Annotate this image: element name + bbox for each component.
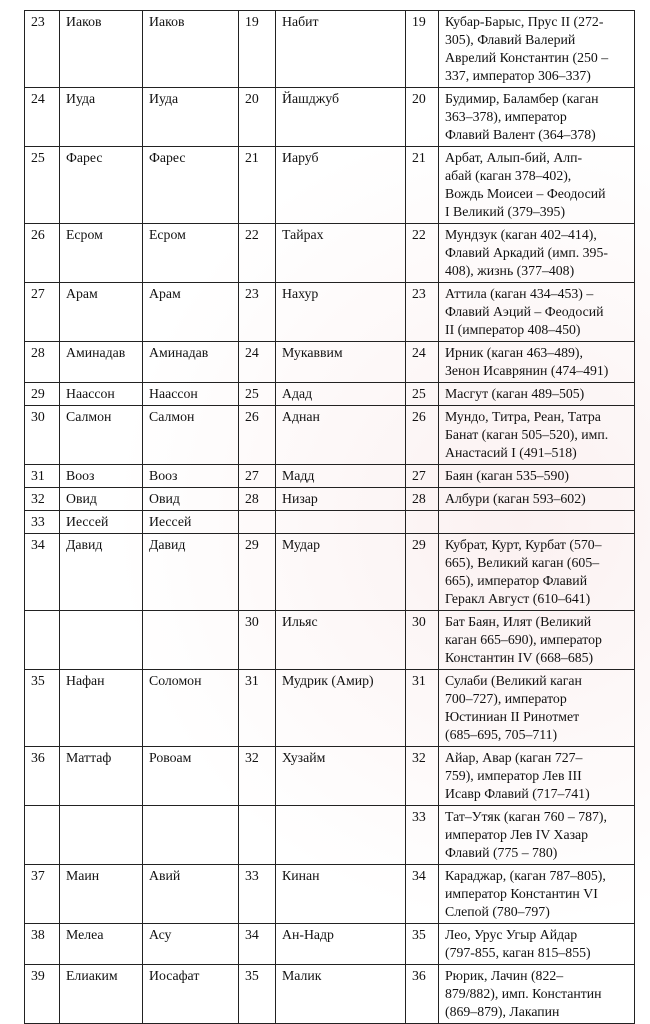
table-row [25, 11, 635, 88]
name-cell: Вооз [60, 465, 143, 488]
index-cell: 33 [25, 511, 60, 534]
index-cell: 32 [239, 747, 276, 806]
index-cell: 34 [406, 865, 439, 924]
index-cell: 32 [25, 488, 60, 511]
index-cell: 20 [239, 88, 276, 147]
ruler-cell: Тат–Утяк (каган 760 – 787), император Лев IV Хазар Флавий (775 – 780) [439, 806, 635, 865]
name-cell: Йашджуб [276, 88, 406, 147]
name-cell: Ровоам [143, 747, 239, 806]
index-cell: 34 [239, 924, 276, 965]
name-cell: Наассон [143, 383, 239, 406]
table-row [25, 511, 635, 534]
ruler-cell: Мундо, Титра, Реан, Татра Банат (каган 505–520), имп. Анастасий I (491–518) [439, 406, 635, 465]
name-cell [60, 806, 143, 865]
name-cell: Овид [143, 488, 239, 511]
name-cell: Аминадав [60, 342, 143, 383]
index-cell: 26 [239, 406, 276, 465]
ruler-cell: Бат Баян, Илят (Великий каган 665–690), император Константин IV (668–685) [439, 611, 635, 670]
name-cell: Арам [143, 283, 239, 342]
name-cell: Иаков [60, 11, 143, 88]
name-cell: Фарес [60, 147, 143, 224]
index-cell: 30 [25, 406, 60, 465]
index-cell: 36 [406, 965, 439, 1024]
index-cell: 28 [406, 488, 439, 511]
name-cell: Иаруб [276, 147, 406, 224]
name-cell: Авий [143, 865, 239, 924]
name-cell: Мудар [276, 534, 406, 611]
name-cell: Иуда [60, 88, 143, 147]
name-cell: Фарес [143, 147, 239, 224]
index-cell: 29 [25, 383, 60, 406]
index-cell: 19 [406, 11, 439, 88]
index-cell: 24 [25, 88, 60, 147]
name-cell: Давид [143, 534, 239, 611]
name-cell: Давид [60, 534, 143, 611]
name-cell [276, 511, 406, 534]
index-cell: 31 [406, 670, 439, 747]
name-cell: Нафан [60, 670, 143, 747]
name-cell: Салмон [60, 406, 143, 465]
table-row [25, 147, 635, 224]
table-row [25, 806, 635, 865]
name-cell [60, 611, 143, 670]
index-cell: 23 [239, 283, 276, 342]
index-cell: 24 [239, 342, 276, 383]
index-cell: 27 [406, 465, 439, 488]
index-cell: 35 [406, 924, 439, 965]
index-cell [25, 806, 60, 865]
index-cell: 23 [25, 11, 60, 88]
table-row [25, 224, 635, 283]
index-cell: 26 [406, 406, 439, 465]
name-cell: Есром [60, 224, 143, 283]
table-row [25, 383, 635, 406]
index-cell: 27 [239, 465, 276, 488]
name-cell [276, 806, 406, 865]
index-cell: 39 [25, 965, 60, 1024]
name-cell: Аднан [276, 406, 406, 465]
ruler-cell: Арбат, Алып-бий, Алп- абай (каган 378–402), Вождь Моисеи – Феодосий I Великий (379–395) [439, 147, 635, 224]
table-row [25, 88, 635, 147]
name-cell: Арам [60, 283, 143, 342]
name-cell: Адад [276, 383, 406, 406]
table-row [25, 465, 635, 488]
name-cell: Иосафат [143, 965, 239, 1024]
index-cell: 20 [406, 88, 439, 147]
index-cell [25, 611, 60, 670]
index-cell: 25 [25, 147, 60, 224]
name-cell [143, 611, 239, 670]
index-cell: 28 [25, 342, 60, 383]
ruler-cell: Аттила (каган 434–453) – Флавий Аэций – Феодосий II (император 408–450) [439, 283, 635, 342]
index-cell: 30 [239, 611, 276, 670]
index-cell: 31 [25, 465, 60, 488]
name-cell: Вооз [143, 465, 239, 488]
table-row [25, 488, 635, 511]
ruler-cell: Кубар-Барыс, Прус II (272- 305), Флавий Валерий Аврелий Константин (250 – 337, император 306–337) [439, 11, 635, 88]
table-row [25, 406, 635, 465]
ruler-cell: Баян (каган 535–590) [439, 465, 635, 488]
table-body [25, 11, 635, 1024]
index-cell: 26 [25, 224, 60, 283]
index-cell: 34 [25, 534, 60, 611]
index-cell: 32 [406, 747, 439, 806]
ruler-cell: Албури (каган 593–602) [439, 488, 635, 511]
table-row [25, 924, 635, 965]
index-cell: 37 [25, 865, 60, 924]
name-cell: Мелеа [60, 924, 143, 965]
ruler-cell: Мундзук (каган 402–414), Флавий Аркадий (имп. 395- 408), жизнь (377–408) [439, 224, 635, 283]
index-cell: 29 [406, 534, 439, 611]
name-cell: Мадд [276, 465, 406, 488]
name-cell: Есром [143, 224, 239, 283]
ruler-cell: Будимир, Баламбер (каган 363–378), император Флавий Валент (364–378) [439, 88, 635, 147]
index-cell: 27 [25, 283, 60, 342]
index-cell: 28 [239, 488, 276, 511]
index-cell: 19 [239, 11, 276, 88]
name-cell: Нахур [276, 283, 406, 342]
table-row [25, 965, 635, 1024]
name-cell: Салмон [143, 406, 239, 465]
ruler-cell: Сулаби (Великий каган 700–727), император Юстиниан II Ринотмет (685–695, 705–711) [439, 670, 635, 747]
index-cell: 21 [239, 147, 276, 224]
name-cell [143, 806, 239, 865]
name-cell: Наассон [60, 383, 143, 406]
genealogy-table [24, 10, 635, 1024]
ruler-cell [439, 511, 635, 534]
name-cell: Мукаввим [276, 342, 406, 383]
name-cell: Тайрах [276, 224, 406, 283]
index-cell: 33 [406, 806, 439, 865]
index-cell: 21 [406, 147, 439, 224]
index-cell: 35 [239, 965, 276, 1024]
name-cell: Иуда [143, 88, 239, 147]
index-cell: 25 [406, 383, 439, 406]
ruler-cell: Кубрат, Курт, Курбат (570– 665), Великий каган (605– 665), император Флавий Геракл Август (610–641) [439, 534, 635, 611]
index-cell: 35 [25, 670, 60, 747]
index-cell: 24 [406, 342, 439, 383]
index-cell [239, 806, 276, 865]
index-cell: 31 [239, 670, 276, 747]
name-cell: Елиаким [60, 965, 143, 1024]
index-cell: 23 [406, 283, 439, 342]
index-cell: 29 [239, 534, 276, 611]
index-cell: 22 [239, 224, 276, 283]
table-row [25, 865, 635, 924]
name-cell: Ильяс [276, 611, 406, 670]
name-cell: Ан-Надр [276, 924, 406, 965]
index-cell [239, 511, 276, 534]
name-cell: Хузайм [276, 747, 406, 806]
index-cell [406, 511, 439, 534]
table-row [25, 342, 635, 383]
ruler-cell: Ирник (каган 463–489), Зенон Исаврянин (474–491) [439, 342, 635, 383]
index-cell: 38 [25, 924, 60, 965]
ruler-cell: Рюрик, Лачин (822– 879/882), имп. Константин (869–879), Лакапин [439, 965, 635, 1024]
name-cell: Аминадав [143, 342, 239, 383]
name-cell: Овид [60, 488, 143, 511]
index-cell: 22 [406, 224, 439, 283]
index-cell: 33 [239, 865, 276, 924]
name-cell: Маттаф [60, 747, 143, 806]
index-cell: 25 [239, 383, 276, 406]
index-cell: 36 [25, 747, 60, 806]
name-cell: Иессей [143, 511, 239, 534]
ruler-cell: Лео, Урус Угыр Айдар (797-855, каган 815–855) [439, 924, 635, 965]
table-row [25, 611, 635, 670]
index-cell: 30 [406, 611, 439, 670]
table-row [25, 283, 635, 342]
name-cell: Малик [276, 965, 406, 1024]
table-row [25, 534, 635, 611]
name-cell: Кинан [276, 865, 406, 924]
name-cell: Набит [276, 11, 406, 88]
name-cell: Мудрик (Амир) [276, 670, 406, 747]
ruler-cell: Караджар, (каган 787–805), император Константин VI Слепой (780–797) [439, 865, 635, 924]
name-cell: Асу [143, 924, 239, 965]
name-cell: Соломон [143, 670, 239, 747]
ruler-cell: Масгут (каган 489–505) [439, 383, 635, 406]
name-cell: Иаков [143, 11, 239, 88]
name-cell: Маин [60, 865, 143, 924]
ruler-cell: Айар, Авар (каган 727– 759), император Лев III Исавр Флавий (717–741) [439, 747, 635, 806]
table-row [25, 670, 635, 747]
name-cell: Низар [276, 488, 406, 511]
name-cell: Иессей [60, 511, 143, 534]
table-row [25, 747, 635, 806]
